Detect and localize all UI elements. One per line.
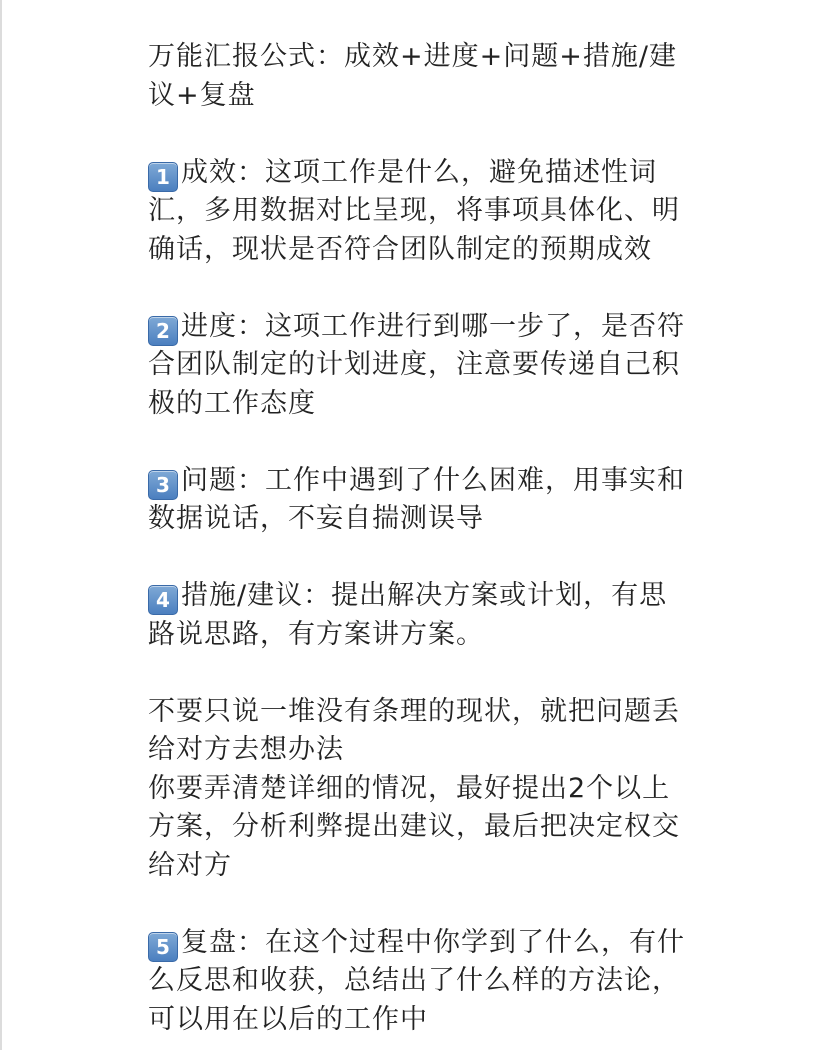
section-text: 进度：这项工作进行到哪一步了，是否符 — [181, 310, 685, 342]
section-line — [148, 154, 708, 193]
section-line: 数据说话，不妄自揣测误导 — [148, 503, 484, 534]
section-line: 汇，多用数据对比呈现，将事项具体化、明 — [148, 195, 680, 226]
intro-line: 议+复盘 — [148, 79, 256, 111]
number-3-keycap-icon: 3 — [148, 470, 178, 500]
note-line: 不要只说一堆没有条理的现状，就把问题丢 — [148, 695, 680, 727]
note-line: 给对方 — [148, 849, 232, 881]
intro-paragraph — [148, 38, 708, 115]
section-line — [148, 924, 708, 963]
section-measures — [148, 577, 708, 654]
note-line: 你要弄清楚详细的情况，最好提出2个以上 — [148, 772, 671, 804]
article-body — [148, 38, 708, 1039]
section-line: 么反思和收获，总结出了什么样的方法论， — [148, 965, 680, 996]
section-line: 路说思路，有方案讲方案。 — [148, 618, 484, 650]
section-text: 问题：工作中遇到了什么困难，用事实和 — [181, 464, 685, 496]
page-left-border — [0, 0, 2, 1050]
note-paragraph — [148, 693, 708, 886]
section-progress — [148, 308, 708, 424]
note-line: 给对方去想办法 — [148, 734, 344, 765]
number-4-keycap-icon: 4 — [148, 585, 178, 615]
paragraph-gap — [148, 423, 708, 462]
paragraph-gap — [148, 539, 708, 578]
section-line — [148, 577, 708, 616]
number-5-keycap-icon: 5 — [148, 932, 178, 962]
paragraph-gap — [148, 885, 708, 924]
paragraph-gap — [148, 115, 708, 154]
section-problems — [148, 462, 708, 539]
section-line — [148, 308, 708, 347]
note-line: 方案，分析利弊提出建议，最后把决定权交 — [148, 811, 680, 842]
number-1-keycap-icon: 1 — [148, 162, 178, 192]
paragraph-gap — [148, 654, 708, 693]
section-line: 合团队制定的计划进度，注意要传递自己积 — [148, 349, 680, 380]
section-text: 成效：这项工作是什么，避免描述性词 — [181, 156, 657, 188]
paragraph-gap — [148, 269, 708, 308]
section-review — [148, 924, 708, 1040]
section-line: 可以用在以后的工作中 — [148, 1003, 428, 1035]
section-results — [148, 154, 708, 270]
section-line — [148, 462, 708, 501]
number-2-keycap-icon: 2 — [148, 316, 178, 346]
section-text: 复盘：在这个过程中你学到了什么，有什 — [181, 926, 685, 958]
section-text: 措施/建议：提出解决方案或计划，有思 — [181, 580, 668, 611]
section-line: 确话，现状是否符合团队制定的预期成效 — [148, 233, 652, 265]
section-line: 极的工作态度 — [148, 387, 316, 419]
intro-line: 万能汇报公式：成效+进度+问题+措施/建 — [148, 41, 677, 72]
